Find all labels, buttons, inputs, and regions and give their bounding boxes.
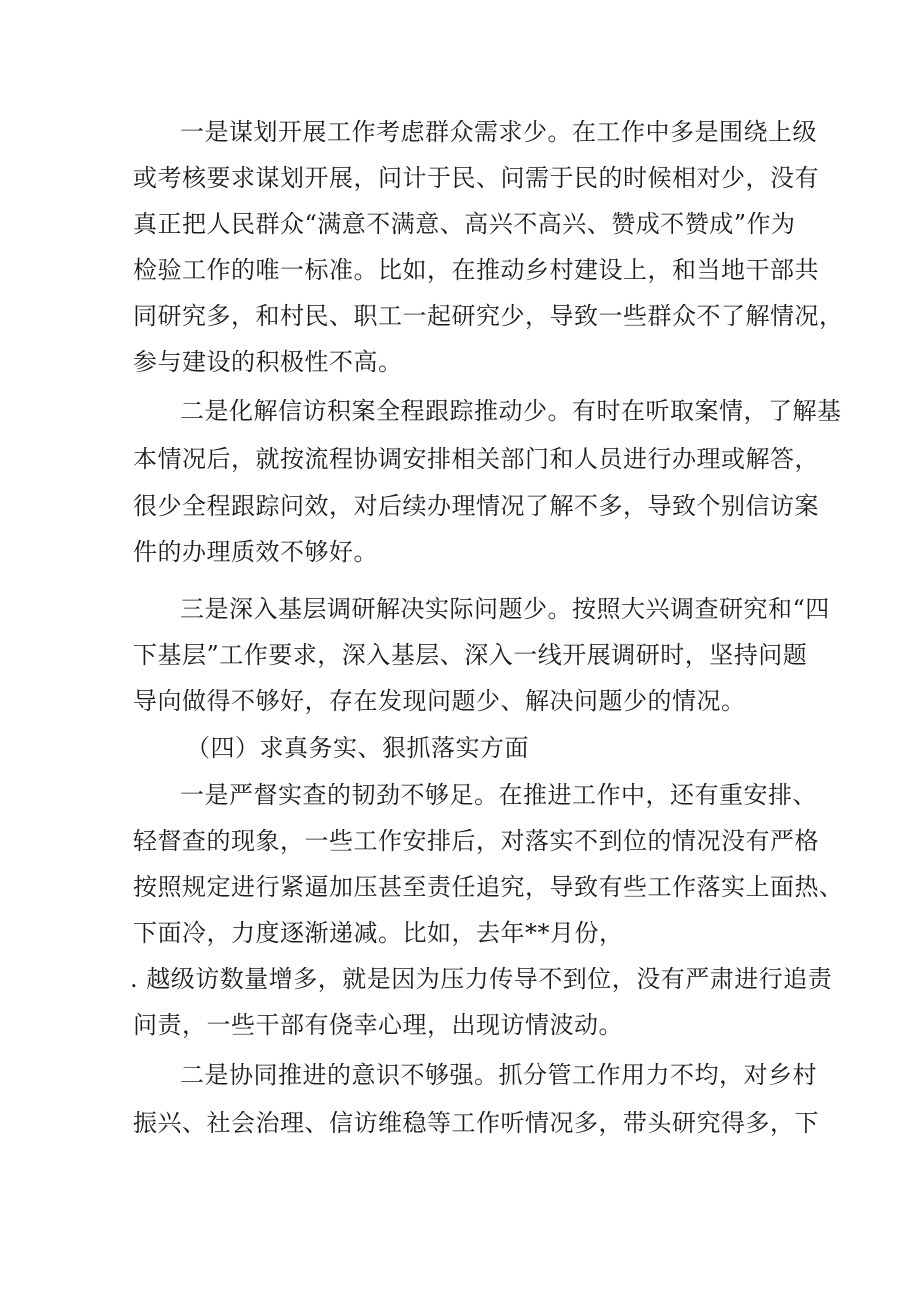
paragraph-1-line-6: 参与建设的积极性不高。 (133, 348, 403, 376)
paragraph-5-line-5: . 越级访数量增多，就是因为压力传导不到位，没有严肃进行追责 (130, 965, 833, 993)
paragraph-2-line-4: 件的办理质效不够好。 (133, 538, 378, 566)
paragraph-5-line-4: 下面冷，力度逐渐递减。比如，去年**月份， (133, 919, 624, 947)
section-heading: （四）求真务实、狠抓落实方面 (186, 734, 529, 762)
paragraph-1-line-2: 或考核要求谋划开展，问计于民、问需于民的时候相对少，没有 (133, 164, 819, 192)
paragraph-6-line-2: 振兴、社会治理、信访维稳等工作听情况多，带头研究得多，下 (133, 1109, 819, 1137)
paragraph-5-line-3: 按照规定进行紧逼加压甚至责任追究，导致有些工作落实上面热、 (133, 873, 844, 901)
paragraph-1-line-1: 一是谋划开展工作考虑群众需求少。在工作中多是围绕上级 (180, 118, 817, 146)
paragraph-5-line-2: 轻督查的现象，一些工作安排后，对落实不到位的情况没有严格 (133, 827, 819, 855)
paragraph-3-line-3: 导向做得不够好，存在发现问题少、解决问题少的情况。 (133, 687, 746, 715)
paragraph-1-line-4: 检验工作的唯一标准。比如，在推动乡村建设上，和当地干部共 (133, 256, 819, 284)
paragraph-1-line-3: 真正把人民群众“满意不满意、高兴不高兴、赞成不赞成”作为 (133, 210, 796, 238)
paragraph-3-line-1: 三是深入基层调研解决实际问题少。按照大兴调查研究和“四 (180, 595, 830, 623)
paragraph-2-line-2: 本情况后，就按流程协调安排相关部门和人员进行办理或解答， (133, 445, 819, 473)
paragraph-1-line-5: 同研究多，和村民、职工一起研究少，导致一些群众不了解情况， (133, 302, 844, 330)
paragraph-2-line-3: 很少全程跟踪问效，对后续办理情况了解不多，导致个别信访案 (133, 492, 819, 520)
paragraph-2-line-1: 二是化解信访积案全程跟踪推动少。有时在听取案情，了解基 (180, 397, 842, 425)
paragraph-3-line-2: 下基层”工作要求，深入基层、深入一线开展调研时，坚持问题 (133, 641, 808, 669)
paragraph-5-line-6: 问责，一些干部有侥幸心理，出现访情波动。 (133, 1011, 623, 1039)
paragraph-5-line-1: 一是严督实查的韧劲不够足。在推进工作中，还有重安排、 (180, 781, 817, 809)
paragraph-6-line-1: 二是协同推进的意识不够强。抓分管工作用力不均，对乡村 (180, 1061, 817, 1089)
